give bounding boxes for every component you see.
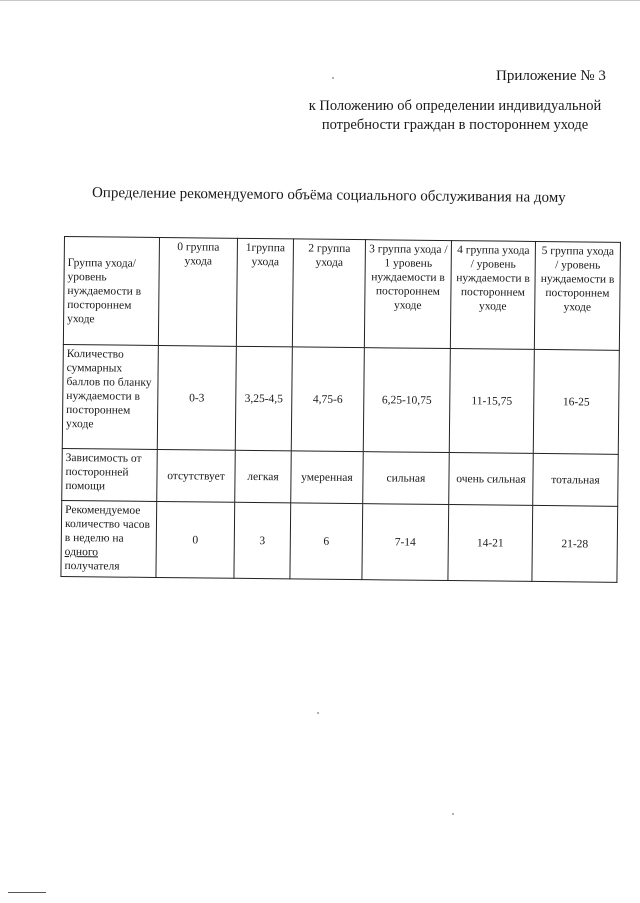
reference-line-2: потребности граждан в постороннем уходе [321, 117, 589, 133]
scan-speck [452, 813, 454, 815]
table-cell: умеренная [291, 451, 364, 504]
table-row-dependency [62, 448, 619, 506]
scan-speck [317, 712, 319, 714]
table-row-points [62, 344, 619, 454]
document-title: Определение рекомендуемого объёма социального обслуживания на дому [91, 185, 566, 206]
page-top-edge [0, 0, 640, 1]
header-cell-group-0: 0 группа ухода [158, 238, 237, 347]
row-label-hours-underlined: одного [64, 546, 99, 559]
table-cell: 14-21 [448, 505, 533, 582]
table-cell: легкая [235, 450, 292, 503]
table-cell: отсутствует [157, 449, 236, 502]
header-cell-group-2: 2 группа ухода [292, 239, 365, 348]
service-volume-table [60, 236, 621, 583]
table-cell: 0 [156, 501, 235, 578]
table-cell: 11-15,75 [449, 349, 534, 454]
table-cell: тотальная [533, 453, 619, 506]
header-cell-group-5: 5 группа ухода / уровень нуждаемости в постороннем уходе [534, 241, 620, 350]
table-cell: 6,25-10,75 [363, 348, 450, 453]
row-label-dependency: Зависимость от посторонней помощи [62, 448, 158, 501]
table-cell: 6 [290, 503, 363, 580]
reference-line-1: к Положению об определении индивидуальной [308, 98, 602, 114]
table-cell: 0-3 [157, 345, 236, 450]
scan-speck [332, 77, 334, 79]
page-bottom-mark [8, 892, 46, 893]
table-cell: 16-25 [533, 349, 619, 454]
table-row-hours [61, 500, 618, 582]
row-label-hours [61, 500, 157, 577]
table-cell: 7-14 [362, 504, 449, 581]
header-cell-group-1: 1группа ухода [236, 238, 293, 347]
service-volume-table-wrapper [60, 236, 624, 583]
table-header-row [63, 237, 620, 351]
row-label-hours-part-1: Рекомендуемое количество часов в неделю на [64, 504, 150, 545]
header-cell-label: Группа ухода/ уровень нуждаемости в постороннем уходе [63, 237, 159, 346]
table-cell: 3 [234, 502, 291, 579]
appendix-number: Приложение № 3 [496, 68, 606, 84]
header-cell-group-4: 4 группа ухода / уровень нуждаемости в постороннем уходе [450, 241, 535, 350]
table-cell: 4,75-6 [291, 347, 364, 452]
header-cell-group-3: 3 группа ухода / 1 уровень нуждаемости в постороннем уходе [364, 240, 451, 349]
table-cell: 3,25-4,5 [235, 346, 292, 451]
table-cell: очень сильная [449, 453, 534, 506]
appendix-reference [296, 97, 614, 135]
table-cell: 21-28 [532, 505, 618, 582]
table-cell: сильная [363, 452, 450, 505]
row-label-points: Количество суммарных баллов по бланку нуждаемости в постороннем уходе [62, 344, 158, 449]
row-label-hours-part-2: получателя [64, 560, 120, 573]
